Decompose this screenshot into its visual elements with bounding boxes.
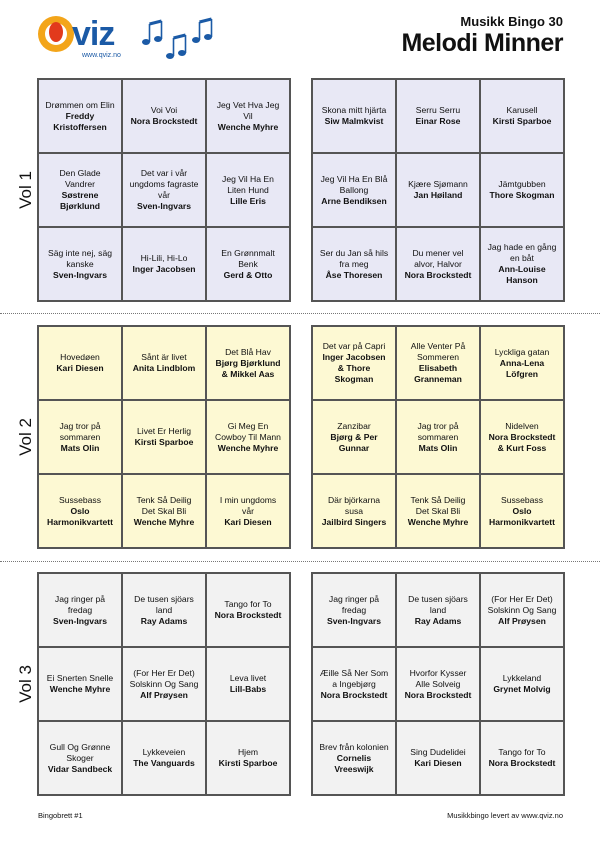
- song-title: Leva livet: [229, 673, 267, 683]
- artist-name: Kari Diesen: [414, 758, 462, 768]
- bingo-cell: [312, 79, 396, 153]
- artist-name: Nora Brockstedt: [214, 610, 282, 620]
- song-title: Nidelven: [505, 420, 539, 431]
- bingo-cell: [312, 474, 396, 548]
- song-title: Hi-Lili, Hi-Lo: [140, 253, 188, 263]
- bingo-cell: [122, 400, 206, 474]
- artist-name: Lille Eris: [230, 195, 266, 206]
- song-title: Ser du Jan så hils fra meg: [319, 247, 389, 269]
- bingo-cell: [38, 474, 122, 548]
- song-title: Jag ringer på fredag: [54, 593, 106, 615]
- artist-name: Siw Malmkvist: [324, 116, 384, 126]
- bingo-cell: [122, 326, 206, 400]
- artist-name: Kirsti Sparboe: [218, 758, 278, 768]
- section-separator: [0, 313, 600, 314]
- song-title: Jeg Vet Hva Jeg Vil: [216, 99, 280, 121]
- bingo-cell: [396, 474, 480, 548]
- artist-name: Arne Bendiksen: [321, 195, 387, 206]
- bingo-cell: [396, 79, 480, 153]
- bingo-cell: [206, 326, 290, 400]
- bingo-cell: [480, 79, 564, 153]
- artist-name: Åse Thoresen: [325, 269, 383, 280]
- song-title: I min ungdoms vår: [219, 494, 277, 516]
- bingo-cell: [480, 474, 564, 548]
- bingo-cell: [396, 573, 480, 647]
- song-title: De tusen sjöars land: [408, 593, 468, 615]
- vol-1-board-b: [311, 78, 565, 302]
- artist-name: Jan Høiland: [413, 190, 463, 200]
- artist-name: Sven-Ingvars: [327, 615, 381, 626]
- bingo-cell: [206, 79, 290, 153]
- artist-name: Nora Brockstedt: [130, 116, 198, 126]
- artist-name: Freddy Kristoffersen: [53, 110, 107, 132]
- song-title: Jeg Vil Ha En Blå Ballong: [320, 173, 388, 195]
- artist-name: Grynet Molvig: [493, 684, 551, 694]
- artist-name: Inger Jacobsen: [132, 264, 196, 274]
- song-title: Det Blå Hav: [225, 346, 271, 357]
- song-title: Jag tror på sommaren: [59, 420, 101, 442]
- bingo-cell: [312, 400, 396, 474]
- artist-name: Anna-Lena Löfgren: [499, 357, 545, 379]
- artist-name: Kari Diesen: [224, 516, 272, 527]
- artist-name: Wenche Myhre: [217, 442, 279, 453]
- bingo-cell: [480, 573, 564, 647]
- bingo-title: Melodi Minner: [401, 29, 563, 57]
- song-title: Karusell: [506, 105, 538, 115]
- song-title: Voi Voi: [150, 105, 178, 115]
- bingo-cell: [312, 227, 396, 301]
- artist-name: Nora Brockstedt: [488, 758, 556, 768]
- bingo-cell: [38, 227, 122, 301]
- bingo-cell: [396, 647, 480, 721]
- song-title: Livet Er Herlig: [137, 426, 191, 436]
- vol-3-label: Vol 3: [16, 665, 35, 703]
- bingo-cell: [122, 647, 206, 721]
- artist-name: Nora Brockstedt: [404, 269, 472, 280]
- artist-name: The Vanguards: [133, 758, 195, 768]
- bingo-cell: [38, 647, 122, 721]
- song-title: Brev från kolonien: [319, 741, 389, 752]
- bingo-cell: [480, 153, 564, 227]
- song-title: Jeg Vil Ha En Liten Hund: [222, 173, 274, 195]
- song-title: Alle Venter På Sommeren: [410, 341, 466, 362]
- song-title: Där björkarna susa: [327, 494, 381, 516]
- song-title: Säg inte nej, säg kanske: [47, 247, 113, 269]
- artist-name: Nora Brockstedt & Kurt Foss: [488, 431, 556, 453]
- artist-name: Mats Olin: [60, 442, 100, 453]
- logo-wordmark: viz: [72, 15, 115, 53]
- artist-name: Bjørg & Per Gunnar: [330, 431, 378, 453]
- bingo-cell: [206, 647, 290, 721]
- song-title: Sussebass: [58, 494, 102, 505]
- bingo-cell: [38, 400, 122, 474]
- artist-name: Ray Adams: [414, 615, 462, 626]
- artist-name: Sven-Ingvars: [53, 615, 107, 626]
- artist-name: Einar Rose: [415, 116, 461, 126]
- bingo-cell: [480, 326, 564, 400]
- song-title: Jämtgubben: [498, 179, 546, 189]
- artist-name: Kari Diesen: [56, 363, 104, 373]
- artist-name: Jailbird Singers: [321, 516, 387, 527]
- bingo-cell: [206, 400, 290, 474]
- bingo-cell: [480, 647, 564, 721]
- artist-name: Sven-Ingvars: [53, 269, 107, 280]
- artist-name: Lill-Babs: [229, 684, 267, 694]
- music-notes-icon: [138, 12, 218, 64]
- song-title: Du mener vel alvor, Halvor: [412, 247, 464, 269]
- bingo-cell: [122, 153, 206, 227]
- qviz-logo: [38, 14, 124, 64]
- logo-url: www.qviz.no: [82, 52, 121, 59]
- artist-name: Elisabeth Granneman: [414, 363, 462, 384]
- bingo-cell: [38, 153, 122, 227]
- song-title: Æille Så Ner Som a Ingebjørg: [319, 667, 389, 689]
- vol-3-board-a: [37, 572, 291, 796]
- song-title: Jag tror på sommaren: [417, 420, 459, 442]
- song-title: Jag ringer på fredag: [328, 593, 380, 615]
- artist-name: Oslo Harmonikvartett: [489, 505, 555, 527]
- bingo-cell: [122, 227, 206, 301]
- artist-name: Søstrene Bjørklund: [59, 190, 101, 211]
- artist-name: Mats Olin: [418, 442, 458, 453]
- artist-name: Kirsti Sparboe: [492, 116, 552, 126]
- song-title: Tango for To: [224, 599, 272, 609]
- bingo-cell: [312, 153, 396, 227]
- vol-2-label: Vol 2: [16, 418, 35, 456]
- song-title: (For Her Er Det) Solskinn Og Sang: [487, 593, 557, 615]
- artist-name: Sven-Ingvars: [137, 201, 191, 211]
- bingo-cell: [312, 326, 396, 400]
- vol-2-board-b: [311, 325, 565, 549]
- song-title: Gull Og Grønne Skoger: [49, 741, 111, 763]
- board-number: Bingobrett #1: [38, 811, 83, 820]
- artist-name: Ray Adams: [140, 615, 188, 626]
- artist-name: Nora Brockstedt: [404, 689, 472, 700]
- song-title: Den Glade Vandrer: [59, 168, 101, 189]
- artist-name: Wenche Myhre: [407, 516, 469, 527]
- bingo-cell: [480, 721, 564, 795]
- song-title: Hvorfor Kysser Alle Solveig: [409, 667, 467, 689]
- bingo-cell: [480, 400, 564, 474]
- song-title: Kjære Sjømann: [408, 179, 468, 189]
- artist-name: Bjørg Bjørklund & Mikkel Aas: [215, 357, 281, 379]
- bingo-cell: [396, 326, 480, 400]
- artist-name: Nora Brockstedt: [320, 689, 388, 700]
- vol-2-board-a: [37, 325, 291, 549]
- song-title: Gi Meg En Cowboy Til Mann: [215, 420, 281, 442]
- song-title: Ei Snerten Snelle: [46, 673, 114, 683]
- bingo-cell: [38, 326, 122, 400]
- song-title: Sing Dudelidei: [410, 747, 466, 757]
- vol-1-board-a: [37, 78, 291, 302]
- song-title: De tusen sjöars land: [134, 593, 194, 615]
- bingo-cell: [122, 474, 206, 548]
- song-title: Tenk Så Deilig Det Skal Bli: [410, 494, 466, 516]
- song-title: Serru Serru: [415, 105, 461, 115]
- vol-3-board-b: [311, 572, 565, 796]
- bingo-cell: [480, 227, 564, 301]
- bingo-cell: [396, 153, 480, 227]
- artist-name: Oslo Harmonikvartett: [47, 505, 113, 527]
- bingo-cell: [206, 227, 290, 301]
- bingo-cell: [122, 79, 206, 153]
- song-title: Sussebass: [500, 494, 544, 505]
- song-title: Skona mitt hjärta: [321, 105, 387, 115]
- artist-name: Ann-Louise Hanson: [498, 264, 546, 285]
- bingo-cell: [206, 153, 290, 227]
- song-title: Det var i vår ungdoms fagraste vår: [129, 168, 199, 200]
- artist-name: Wenche Myhre: [49, 684, 111, 694]
- bingo-cell: [122, 721, 206, 795]
- song-title: En Grønnmalt Benk: [221, 247, 275, 269]
- bingo-cell: [312, 647, 396, 721]
- artist-name: Anita Lindblom: [132, 363, 196, 373]
- bingo-cell: [312, 721, 396, 795]
- artist-name: Alf Prøysen: [140, 689, 188, 700]
- bingo-cell: [396, 721, 480, 795]
- artist-name: Gerd & Otto: [223, 269, 273, 280]
- song-title: Sånt är livet: [141, 352, 187, 362]
- bingo-cell: [206, 474, 290, 548]
- bingo-cell: [396, 227, 480, 301]
- bingo-cell: [38, 573, 122, 647]
- artist-name: Cornelis Vreeswijk: [334, 752, 374, 774]
- song-title: Jag hade en gång en båt: [487, 242, 557, 263]
- artist-name: Vidar Sandbeck: [47, 763, 113, 774]
- song-title: Tango for To: [498, 747, 546, 757]
- artist-name: Kirsti Sparboe: [134, 437, 194, 447]
- bingo-cell: [396, 400, 480, 474]
- song-title: Hovedøen: [60, 352, 100, 362]
- section-separator: [0, 561, 600, 562]
- bingo-cell: [206, 573, 290, 647]
- song-title: (For Her Er Det) Solskinn Og Sang: [129, 667, 199, 689]
- logo-q-mark-icon: [49, 22, 63, 42]
- song-title: Hjem: [237, 747, 259, 757]
- song-title: Tenk Så Deilig Det Skal Bli: [136, 494, 192, 516]
- artist-name: Thore Skogman: [489, 190, 555, 200]
- artist-name: Wenche Myhre: [133, 516, 195, 527]
- vol-1-label: Vol 1: [16, 171, 35, 209]
- bingo-cell: [38, 79, 122, 153]
- bingo-cell: [38, 721, 122, 795]
- song-title: Drømmen om Elin: [45, 99, 115, 110]
- song-title: Det var på Capri: [322, 341, 386, 351]
- provider-credit: Musikkbingo levert av www.qviz.no: [447, 811, 563, 820]
- song-title: Lykkeland: [502, 673, 542, 683]
- bingo-subtitle: Musikk Bingo 30: [460, 14, 563, 29]
- song-title: Lyckliga gatan: [494, 346, 550, 357]
- bingo-cell: [312, 573, 396, 647]
- bingo-cell: [206, 721, 290, 795]
- artist-name: Inger Jacobsen & Thore Skogman: [322, 352, 386, 384]
- artist-name: Alf Prøysen: [498, 615, 546, 626]
- song-title: Lykkeveien: [142, 747, 186, 757]
- song-title: Zanzibar: [337, 420, 371, 431]
- bingo-cell: [122, 573, 206, 647]
- artist-name: Wenche Myhre: [217, 121, 279, 132]
